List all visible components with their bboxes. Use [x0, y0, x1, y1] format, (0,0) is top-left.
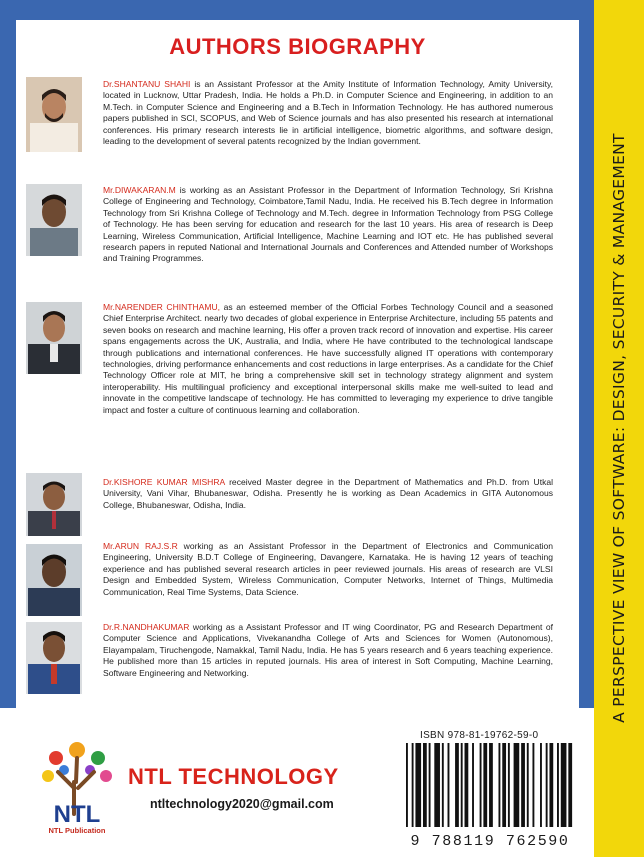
barcode-bar — [455, 743, 459, 827]
barcode-bar — [521, 743, 525, 827]
barcode-bar — [508, 743, 510, 827]
author-name: Dr.R.NANDHAKUMAR — [103, 622, 190, 632]
publisher-email: ntltechnology2020@gmail.com — [150, 797, 334, 811]
barcode-bar — [561, 743, 567, 827]
logo-text: NTL — [53, 801, 101, 828]
barcode-bar — [472, 743, 474, 827]
barcode-bar — [498, 743, 500, 827]
author-bio-diwakaran — [103, 185, 553, 265]
barcode-bar — [448, 743, 450, 827]
author-name: Mr.NARENDER CHINTHAMU, — [103, 302, 221, 312]
barcode-bar — [546, 743, 548, 827]
barcode-bar — [489, 743, 493, 827]
top-border — [0, 0, 594, 20]
author-bio-nandhakumar — [103, 622, 553, 679]
barcode-bar — [465, 743, 469, 827]
barcode-bar — [406, 743, 408, 827]
isbn-label: ISBN 978-81-19762-59-0 — [420, 730, 539, 741]
barcode-bar — [514, 743, 520, 827]
author-photo-shantanu — [26, 77, 82, 152]
barcode-bar — [429, 743, 431, 827]
barcode-bar — [557, 743, 559, 827]
barcode-bar — [461, 743, 463, 827]
author-name: Mr.DIWAKARAN.M — [103, 185, 176, 195]
barcode-bar — [412, 743, 414, 827]
author-name: Mr.ARUN RAJ.S.R — [103, 541, 178, 551]
author-bio-narender — [103, 302, 553, 416]
author-bio-text: as an esteemed member of the Official Forbes Technology Council and a seasoned Chief Enterprise Architect. nearly two decades of global experience in Enterprise Architecture, including 55 patents and seven books on research and machine learning, His offer a proven track record of innovation and expertise. His career spans engagements across the UK, Australia, and India, where He have contributed to the technological landscape through publications and international conferences. He have successfully aligned IT operations with contemporary technologies, driving performance enhancements and cost reductions in large enterprises. As a candidate for the Chief Technology Officer role at MIT, he bring a comprehensive skill set in technology strategy alignment and system interoperability. His multilingual proficiency and exceptional interpersonal skills make me well-suited to lead and innovate in the competitive landscape of technology. He has committed to leveraging my experience to drive tangible impact and foster a culture of continuous learning and collaboration. — [103, 302, 553, 415]
author-name: Dr.SHANTANU SHAHI — [103, 79, 191, 89]
author-bio-text: is an Assistant Professor at the Amity Institute of Information Technology, Amity University, located in Lucknow, Uttar Pradesh, India. He holds a Ph.D. in Computer Science and Engineering, in addition to an M.Tech. in Computer Science and Engineering and a B.Tech in Information Technology. He has authored numerous papers published in SCI, SCOPUS, and Web of Science journals and has also presented his research at international conferences. His primary research interests lie in artificial intelligence, biometric algorithms, and software design, leading to the development of several patents recognized by the Indian government. — [103, 79, 554, 147]
author-photo-kishore — [26, 473, 82, 536]
barcode-bar — [527, 743, 529, 827]
barcode-bar — [540, 743, 542, 827]
author-photo-arun — [26, 544, 82, 616]
barcode-bar — [568, 743, 572, 827]
author-photo-narender — [26, 302, 82, 374]
author-photo-diwakaran — [26, 184, 82, 256]
barcode-digits: 9 788119 762590 — [410, 833, 570, 850]
page-title: AUTHORS BIOGRAPHY — [169, 34, 426, 59]
author-bio-shantanu — [103, 79, 553, 147]
author-bio-kishore — [103, 477, 553, 511]
barcode-bar — [549, 743, 553, 827]
logo-caption: NTL Publication — [48, 826, 106, 835]
author-bio-text: working as an Assistant Professor in the Department of Electronics and Communication Engineering, University B.D.T College of Engineering, Davangere, Karnataka. He is having 12 years of teaching experience and has published several research articles in peer reviewed journals. His areas of research are VLSI Design and Embedded System, Wireless Communication, Computer Networks, Internet of Things, Multimedia Communication, Real Time Systems, Data Science. — [103, 541, 553, 597]
barcode-bar — [434, 743, 440, 827]
isbn-barcode — [404, 743, 576, 827]
ntl-tree-logo — [34, 736, 120, 836]
barcode-bar — [415, 743, 421, 827]
author-bio-text: received Master degree in the Department of Mathematics and Ph.D. from Utkal University, Vani Vihar, Bhubaneswar, Odisha. Presently he is working as Dean Academics in GITA Autonomous College, Bhubaneswar, Odisha, India. — [103, 477, 553, 510]
spine-title: A PERSPECTIVE VIEW OF SOFTWARE: DESIGN, SECURITY & MANAGEMENT — [610, 133, 628, 723]
barcode-bar — [483, 743, 487, 827]
barcode-bar — [480, 743, 482, 827]
author-bio-text: working as a Assistant Professor and IT wing Coordinator, PG and Research Department of Computer Science and Applications, Vivekanandha College of Arts and Sciences for Women (Autonomous), Elayampalam, Tiruchengode, Namakkal, Tamil Nadu, India. He has 5 years research and 6 years teaching experience. He published more than 15 articles in reputed journals. His area of interest in Soft Computing, Machine Learning, Software Engineering and Networking. — [103, 622, 553, 678]
barcode-bar — [502, 743, 506, 827]
author-photo-nandhakumar — [26, 622, 82, 694]
author-name: Dr.KISHORE KUMAR MISHRA — [103, 477, 225, 487]
author-bio-text: is working as an Assistant Professor in the Department of Information Technology, Sri Krishna College of Engineering and Technology, Coimbatore,Tamil Nadu, India. He received his B.Tech degree in Information Technology from Sri Krishna College of Technology and M.Tech. degree in Information Technology from PSG College of Technology. He has been serving for education and research for the last 10 years. His area of research is Deep Learning, Wireless Communication, Artificial Intelligence, Machine Learning and IOT etc. He has published several research papers in reputed National and International Journals and Conferences and Attended number of Workshops and Training Programmes. — [103, 185, 553, 264]
author-bio-arun — [103, 541, 553, 598]
barcode-bar — [532, 743, 534, 827]
publisher-name: NTL TECHNOLOGY — [128, 764, 339, 789]
barcode-bar — [423, 743, 427, 827]
barcode-bar — [442, 743, 444, 827]
